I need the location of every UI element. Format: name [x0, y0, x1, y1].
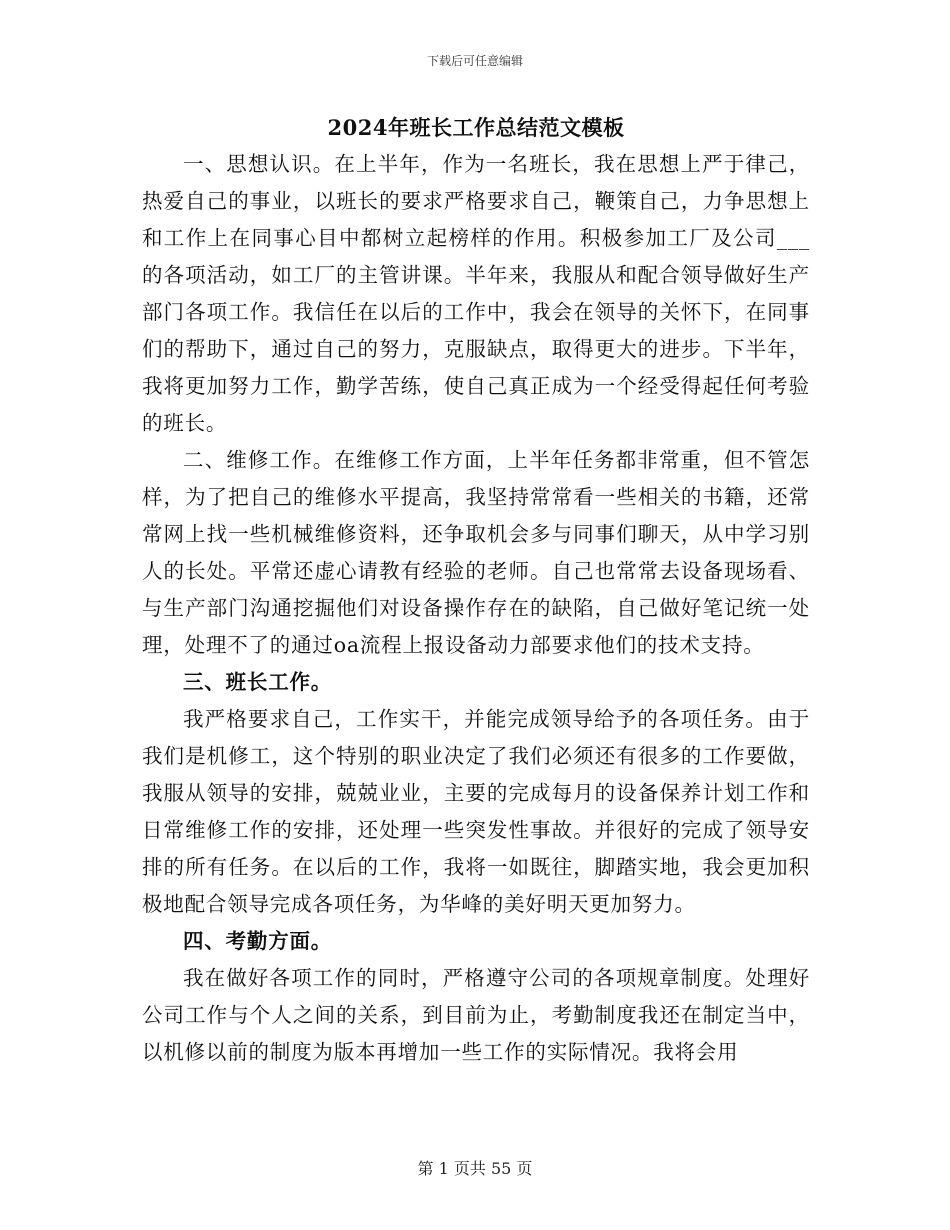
heading-monitor-work: 三、班长工作。: [183, 670, 333, 694]
paragraph-attendance: 我在做好各项工作的同时，严格遵守公司的各项规章制度。处理好公司工作与个人之间的关系，到目前为止，考勤制度我还在制定当中，以机修以前的制度为版本再增加一些工作的实际情况。我将会用: [142, 966, 810, 1064]
paragraph-maintenance: 二、维修工作。在维修工作方面，上半年任务都非常重，但不管怎样，为了把自己的维修水平提高，我坚持常常看一些相关的书籍，还常常网上找一些机械维修资料，还争取机会多与同事们聊天，从中学习别人的长处。平常还虚心请教有经验的老师。自己也常常去设备现场看、与生产部门沟通挖掘他们对设备操作存在的缺陷，自己做好笔记统一处理，处理不了的通过oa流程上报设备动力部要求他们的技术支持。: [142, 448, 810, 657]
page-header-note: 下载后可任意编辑: [426, 54, 523, 68]
heading-attendance: 四、考勤方面。: [183, 929, 333, 953]
document-body: [142, 112, 810, 1071]
paragraph-thought: 一、思想认识。在上半年，作为一名班长，我在思想上严于律己，热爱自己的事业，以班长的要求严格要求自己，鞭策自己，力争思想上和工作上在同事心目中都树立起榜样的作用。积极参加工厂及公司___的各项活动，如工厂的主管讲课。半年来，我服从和配合领导做好生产部门各项工作。我信任在以后的工作中，我会在领导的关怀下，在同事们的帮助下，通过自己的努力，克服缺点，取得更大的进步。下半年，我将更加努力工作，勤学苦练，使自己真正成为一个经受得起任何考验的班长。: [142, 152, 810, 435]
paragraph-monitor-work: 我严格要求自己，工作实干，并能完成领导给予的各项任务。由于我们是机修工，这个特别的职业决定了我们必须还有很多的工作要做，我服从领导的安排，兢兢业业，主要的完成每月的设备保养计划工作和日常维修工作的安排，还处理一些突发性事故。并很好的完成了领导安排的所有任务。在以后的工作，我将一如既往，脚踏实地，我会更加积极地配合领导完成各项任务，为华峰的美好明天更加努力。: [142, 707, 810, 916]
document-title: 2024年班长工作总结范文模板: [327, 115, 625, 140]
page-number-footer: 第 1 页共 55 页: [417, 1159, 533, 1178]
